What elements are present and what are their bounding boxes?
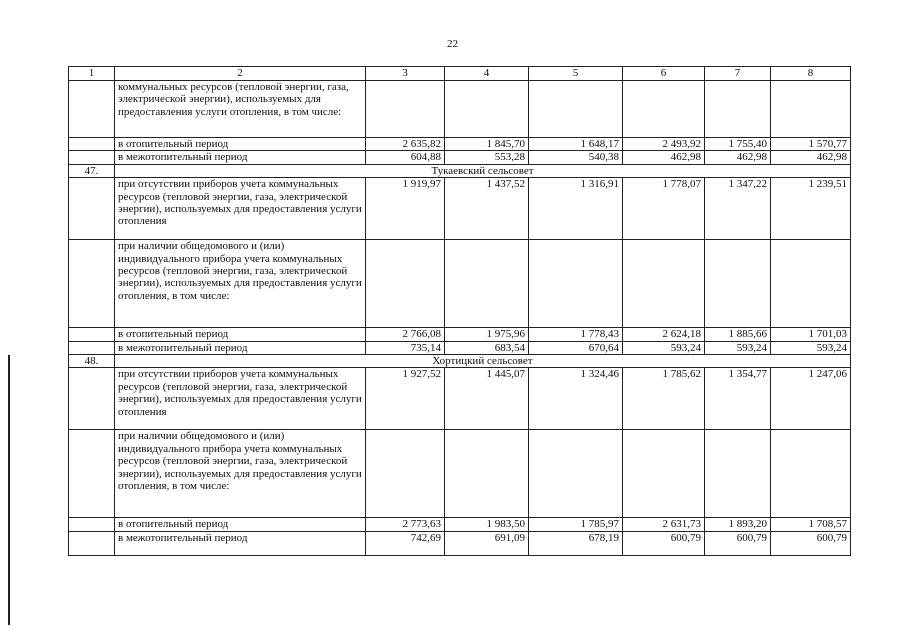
table-body — [69, 67, 851, 556]
value-cell: 1 778,07 — [623, 178, 705, 240]
section-title-cell: Хортицкий сельсовет — [115, 355, 851, 368]
description-cell: при отсутствии приборов учета коммунальных ресурсов (тепловой энергии, газа, электрической энергии), используемых для предоставления услуги отопления — [115, 368, 366, 430]
value-cell: 593,24 — [771, 341, 851, 354]
description-cell: в межотопительный период — [115, 341, 366, 354]
value-cell — [705, 240, 771, 328]
table-row — [69, 531, 851, 555]
value-cell: 1 316,91 — [529, 178, 623, 240]
value-cell: 604,88 — [366, 151, 445, 164]
value-cell — [623, 81, 705, 138]
row-number-cell — [69, 151, 115, 164]
value-cell: 593,24 — [705, 341, 771, 354]
value-cell: 691,09 — [445, 531, 529, 555]
header-cell: 5 — [529, 67, 623, 81]
value-cell — [529, 240, 623, 328]
value-cell: 1 239,51 — [771, 178, 851, 240]
value-cell — [771, 81, 851, 138]
description-cell: в отопительный период — [115, 518, 366, 531]
value-cell: 1 354,77 — [705, 368, 771, 430]
section-row — [69, 164, 851, 177]
value-cell: 2 624,18 — [623, 328, 705, 341]
value-cell: 1 347,22 — [705, 178, 771, 240]
description-cell: в межотопительный период — [115, 531, 366, 555]
description-cell: в отопительный период — [115, 138, 366, 151]
scan-edge-line — [8, 355, 10, 625]
row-number-cell — [69, 341, 115, 354]
value-cell — [445, 240, 529, 328]
value-cell — [445, 430, 529, 518]
value-cell: 1 247,06 — [771, 368, 851, 430]
row-number-cell — [69, 430, 115, 518]
table-row — [69, 518, 851, 531]
value-cell: 1 785,62 — [623, 368, 705, 430]
value-cell: 1 778,43 — [529, 328, 623, 341]
value-cell — [771, 240, 851, 328]
table-row — [69, 368, 851, 430]
value-cell: 742,69 — [366, 531, 445, 555]
description-cell: при наличии общедомового и (или) индивидуального прибора учета коммунальных ресурсов (тепловой энергии, газа, электрической энергии), используемых для предоставления услуги отопления, в том числе: — [115, 430, 366, 518]
row-number-cell: 48. — [69, 355, 115, 368]
row-number-cell — [69, 240, 115, 328]
header-cell: 3 — [366, 67, 445, 81]
tariff-table — [68, 66, 851, 556]
description-cell: при отсутствии приборов учета коммунальных ресурсов (тепловой энергии, газа, электрической энергии), используемых для предоставления услуги отопления — [115, 178, 366, 240]
value-cell: 600,79 — [771, 531, 851, 555]
value-cell: 2 766,08 — [366, 328, 445, 341]
table-row — [69, 178, 851, 240]
value-cell: 1 708,57 — [771, 518, 851, 531]
value-cell: 1 983,50 — [445, 518, 529, 531]
value-cell — [771, 430, 851, 518]
value-cell: 1 755,40 — [705, 138, 771, 151]
description-cell: в межотопительный период — [115, 151, 366, 164]
description-cell: при наличии общедомового и (или) индивидуального прибора учета коммунальных ресурсов (тепловой энергии, газа, электрической энергии), используемых для предоставления услуги отопления, в том числе: — [115, 240, 366, 328]
section-row — [69, 355, 851, 368]
value-cell — [529, 81, 623, 138]
table-row — [69, 151, 851, 164]
value-cell: 462,98 — [771, 151, 851, 164]
row-number-cell — [69, 138, 115, 151]
value-cell: 2 493,92 — [623, 138, 705, 151]
value-cell: 2 631,73 — [623, 518, 705, 531]
row-number-cell — [69, 518, 115, 531]
header-cell: 7 — [705, 67, 771, 81]
section-title-cell: Тукаевский сельсовет — [115, 164, 851, 177]
row-number-cell — [69, 368, 115, 430]
table-row — [69, 341, 851, 354]
value-cell: 1 845,70 — [445, 138, 529, 151]
value-cell — [623, 430, 705, 518]
value-cell: 1 701,03 — [771, 328, 851, 341]
value-cell — [623, 240, 705, 328]
value-cell: 1 785,97 — [529, 518, 623, 531]
value-cell: 1 975,96 — [445, 328, 529, 341]
value-cell — [445, 81, 529, 138]
page-number: 22 — [447, 38, 458, 50]
value-cell: 2 773,63 — [366, 518, 445, 531]
row-number-cell — [69, 81, 115, 138]
value-cell: 1 885,66 — [705, 328, 771, 341]
row-number-cell: 47. — [69, 164, 115, 177]
value-cell: 600,79 — [623, 531, 705, 555]
table-row — [69, 328, 851, 341]
value-cell: 462,98 — [705, 151, 771, 164]
row-number-cell — [69, 328, 115, 341]
value-cell: 735,14 — [366, 341, 445, 354]
value-cell: 2 635,82 — [366, 138, 445, 151]
table-row — [69, 430, 851, 518]
header-cell: 8 — [771, 67, 851, 81]
table-row — [69, 138, 851, 151]
value-cell: 1 893,20 — [705, 518, 771, 531]
header-cell: 2 — [115, 67, 366, 81]
row-number-cell — [69, 178, 115, 240]
value-cell: 462,98 — [623, 151, 705, 164]
value-cell: 593,24 — [623, 341, 705, 354]
value-cell: 670,64 — [529, 341, 623, 354]
value-cell: 553,28 — [445, 151, 529, 164]
value-cell: 1 324,46 — [529, 368, 623, 430]
value-cell: 683,54 — [445, 341, 529, 354]
value-cell — [366, 430, 445, 518]
value-cell: 1 437,52 — [445, 178, 529, 240]
header-cell: 6 — [623, 67, 705, 81]
value-cell: 600,79 — [705, 531, 771, 555]
value-cell — [705, 430, 771, 518]
value-cell — [705, 81, 771, 138]
value-cell: 1 445,07 — [445, 368, 529, 430]
value-cell: 678,19 — [529, 531, 623, 555]
table-row — [69, 240, 851, 328]
value-cell — [366, 81, 445, 138]
value-cell: 1 927,52 — [366, 368, 445, 430]
table-header-row — [69, 67, 851, 81]
value-cell — [529, 430, 623, 518]
value-cell: 1 570,77 — [771, 138, 851, 151]
description-cell: коммунальных ресурсов (тепловой энергии, газа, электрической энергии), используемых для предоставления услуги отопления, в том числе: — [115, 81, 366, 138]
value-cell — [366, 240, 445, 328]
value-cell: 1 648,17 — [529, 138, 623, 151]
value-cell: 540,38 — [529, 151, 623, 164]
header-cell: 1 — [69, 67, 115, 81]
value-cell: 1 919,97 — [366, 178, 445, 240]
table-row — [69, 81, 851, 138]
row-number-cell — [69, 531, 115, 555]
header-cell: 4 — [445, 67, 529, 81]
description-cell: в отопительный период — [115, 328, 366, 341]
